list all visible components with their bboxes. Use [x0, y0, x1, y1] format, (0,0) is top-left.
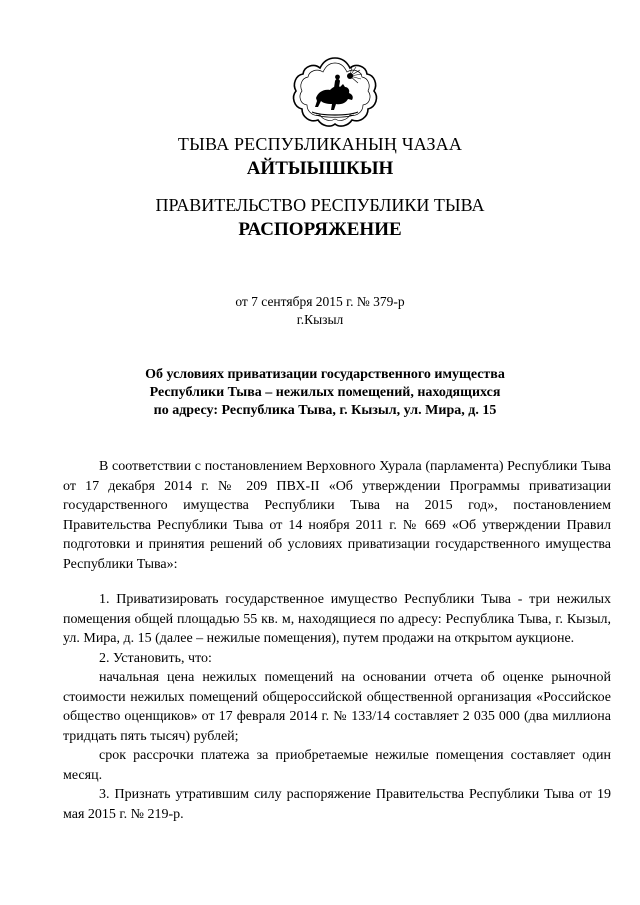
- government-heading: ПРАВИТЕЛЬСТВО РЕСПУБЛИКИ ТЫВА: [155, 195, 485, 215]
- item-2-price: начальная цена нежилых помещений на основании отчета об оценке рыночной стоимости нежилых помещений общероссийской общественной организация «Российское общество оценщиков» от 17 февраля 2014 г. № 133/14 составляет 2 035 000 (два миллиона тридцать пять тысяч) рублей;: [63, 670, 611, 744]
- title-line-3: по адресу: Республика Тыва, г. Кызыл, ул. Мира, д. 15: [153, 403, 497, 418]
- tyva-coat-of-arms-icon: [290, 54, 380, 128]
- document-date-number: от 7 сентября 2015 г. № 379-р: [235, 294, 405, 309]
- item-2-installment: срок рассрочки платежа за приобретаемые нежилые помещения составляет один месяц.: [63, 748, 611, 783]
- document-type: РАСПОРЯЖЕНИЕ: [238, 219, 402, 240]
- item-3: 3. Признать утратившим силу распоряжение Правительства Республики Тыва от 19 мая 2015 г. № 219-р.: [63, 787, 611, 822]
- document-title: [130, 366, 520, 420]
- tyva-document-type: АЙТЫЫШКЫН: [246, 158, 394, 179]
- title-line-1: Об условиях приватизации государственного имущества: [145, 367, 505, 382]
- item-2: 2. Установить, что:: [99, 650, 212, 666]
- resolution-items: [63, 590, 611, 824]
- preamble: [63, 457, 611, 574]
- document-city: г.Кызыл: [296, 312, 344, 327]
- preamble-paragraph: В соответствии с постановлением Верховного Хурала (парламента) Республики Тыва от 17 декабря 2014 г. № 209 ПВХ-II «Об утверждении Программы приватизации государственного имущества Республики Тыва на 2015 год», постановлением Правительства Республики Тыва от 14 ноября 2011 г. № 669 «Об утверждении Правил подготовки и принятия решений об условиях приватизации государственного имущества Республики Тыва»:: [63, 459, 611, 572]
- title-line-2: Республики Тыва – нежилых помещений, находящихся: [149, 385, 501, 400]
- item-1: 1. Приватизировать государственное имущество Республики Тыва - три нежилых помещения общей площадью 55 кв. м, находящиеся по адресу: Республика Тыва, г. Кызыл, ул. Мира, д. 15 (далее – нежилые помещения), путем продажи на открытом аукционе.: [63, 592, 611, 646]
- tyva-government-heading: ТЫВА РЕСПУБЛИКАНЫҢ ЧАЗАА: [177, 134, 463, 154]
